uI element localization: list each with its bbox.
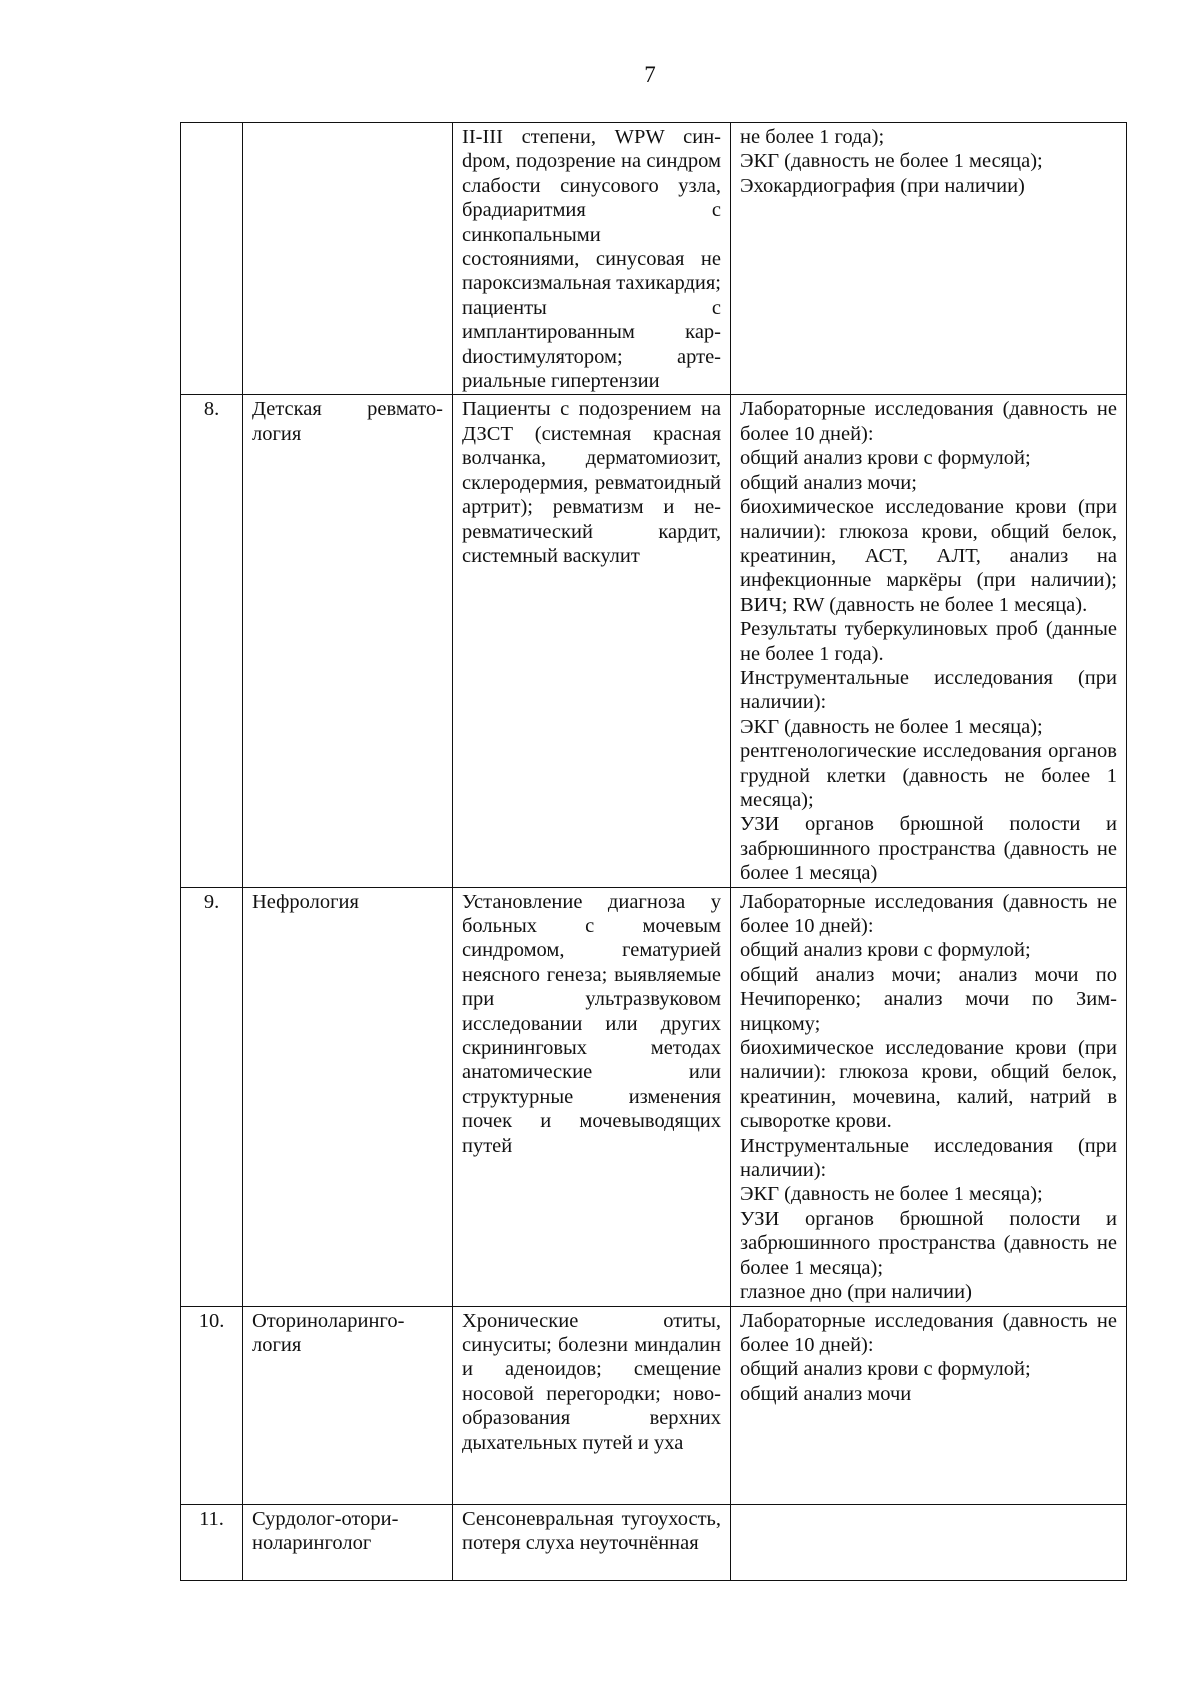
exam-item: ЭКГ (давность не более 1 месяца);: [740, 150, 1043, 173]
exam-item: Результаты туберкулиновых проб (данные не более 1 года).: [740, 618, 1117, 665]
table-row: [181, 887, 1127, 1306]
exam-item: общий анализ мочи;: [740, 471, 917, 494]
exam-item: рентгенологические исследования органов грудной клетки (давность не более 1 месяца);: [740, 740, 1117, 811]
exam-item: Эхокардиография (при наличии): [740, 174, 1025, 197]
specialty-cell: Детская ревматология: [243, 395, 453, 887]
indications-cell: II-III степени, WPW синdром, подозрение на синдром слабости синусового узла, брадиаритмия с синкопальными состояниями, синусовая не пароксизмальная тахикардия; пациенты с имплантированным карdиостимулятором; артериальные гипертензии: [453, 123, 731, 395]
exam-item: Лабораторные исследования (давность не более 10 дней):: [740, 1309, 1117, 1356]
indications-cell: Пациенты с подозрением на ДЗСТ (системная красная волчанка, дерматомиозит, склеродермия, ревматоидный артрит); ревматизм и неревматический кардит, системный васкулит: [453, 395, 731, 887]
row-number: 8.: [181, 395, 243, 887]
exam-item: общий анализ крови с формулой;: [740, 939, 1031, 962]
exam-item: Инструментальные исследования (при наличии):: [740, 666, 1117, 714]
specialty-cell: Оториноларингология: [243, 1306, 453, 1504]
row-number: 10.: [181, 1306, 243, 1504]
specialty-cell: [243, 123, 453, 395]
exam-item: УЗИ органов брюшной полости и забрюшинного пространства (давность не более 1 месяца);: [740, 1207, 1117, 1279]
exam-item: общий анализ мочи: [740, 1382, 912, 1405]
indications-cell: Установление диагноза у больных с мочевым синдромом, гематурией неясного генеза; выявляемые при ультразвуковом исследовании или других скрининговых методах анатомические или структурные изменения почек и мочевыводящих путей: [453, 887, 731, 1306]
exams-cell: [731, 887, 1127, 1306]
table-row: [181, 1504, 1127, 1580]
table-row: [181, 123, 1127, 395]
exam-item: общий анализ крови с формулой;: [740, 1358, 1031, 1381]
table-row: [181, 395, 1127, 887]
exams-cell: [731, 123, 1127, 395]
exams-cell: [731, 1504, 1127, 1580]
exams-cell: [731, 395, 1127, 887]
row-number: 9.: [181, 887, 243, 1306]
exam-item: не более 1 года);: [740, 126, 885, 148]
specialty-cell: Нефрология: [243, 887, 453, 1306]
indications-cell: Хронические отиты, синуситы; болезни миндалин и аденоидов; смещение носовой перегородки; новообразования верхних дыхательных путей и уха: [453, 1306, 731, 1504]
specialty-cell: Сурдолог-оториноларинголог: [243, 1504, 453, 1580]
exam-item: биохимическое исследование крови (при наличии): глюкоза крови, общий белок, креатинин, мочевина, калий, натрий в сыворотке крови.: [740, 1037, 1117, 1133]
exams-cell: [731, 1306, 1127, 1504]
row-number: [181, 123, 243, 395]
exam-item: ЭКГ (давность не более 1 месяца);: [740, 1183, 1043, 1206]
exam-item: глазное дно (при наличии): [740, 1281, 972, 1304]
exam-item: биохимическое исследование крови (при наличии): глюкоза крови, общий белок, креатинин, АСТ, АЛТ, анализ на инфекционные маркёры (при наличии); ВИЧ; RW (давность не более 1 месяца).: [740, 496, 1117, 616]
table-row: [181, 1306, 1127, 1504]
row-number: 11.: [181, 1504, 243, 1580]
exam-item: Инструментальные исследования (при наличии):: [740, 1134, 1117, 1182]
referral-table: [180, 122, 1127, 1581]
exam-item: общий анализ крови с формулой;: [740, 447, 1031, 470]
indications-cell: Сенсоневральная тугоухость, потеря слуха неуточнённая: [453, 1504, 731, 1580]
exam-item: Лабораторные исследования (давность не более 10 дней):: [740, 398, 1117, 445]
exam-item: УЗИ органов брюшной полости и забрюшинного пространства (давность не более 1 месяца): [740, 813, 1117, 885]
exam-item: Лабораторные исследования (давность не более 10 дней):: [740, 890, 1117, 937]
exam-item: ЭКГ (давность не более 1 месяца);: [740, 715, 1043, 738]
page-number: 7: [644, 62, 656, 87]
exam-item: общий анализ мочи; анализ мочи по Нечипоренко; анализ мочи по Зимницкому;: [740, 963, 1117, 1035]
